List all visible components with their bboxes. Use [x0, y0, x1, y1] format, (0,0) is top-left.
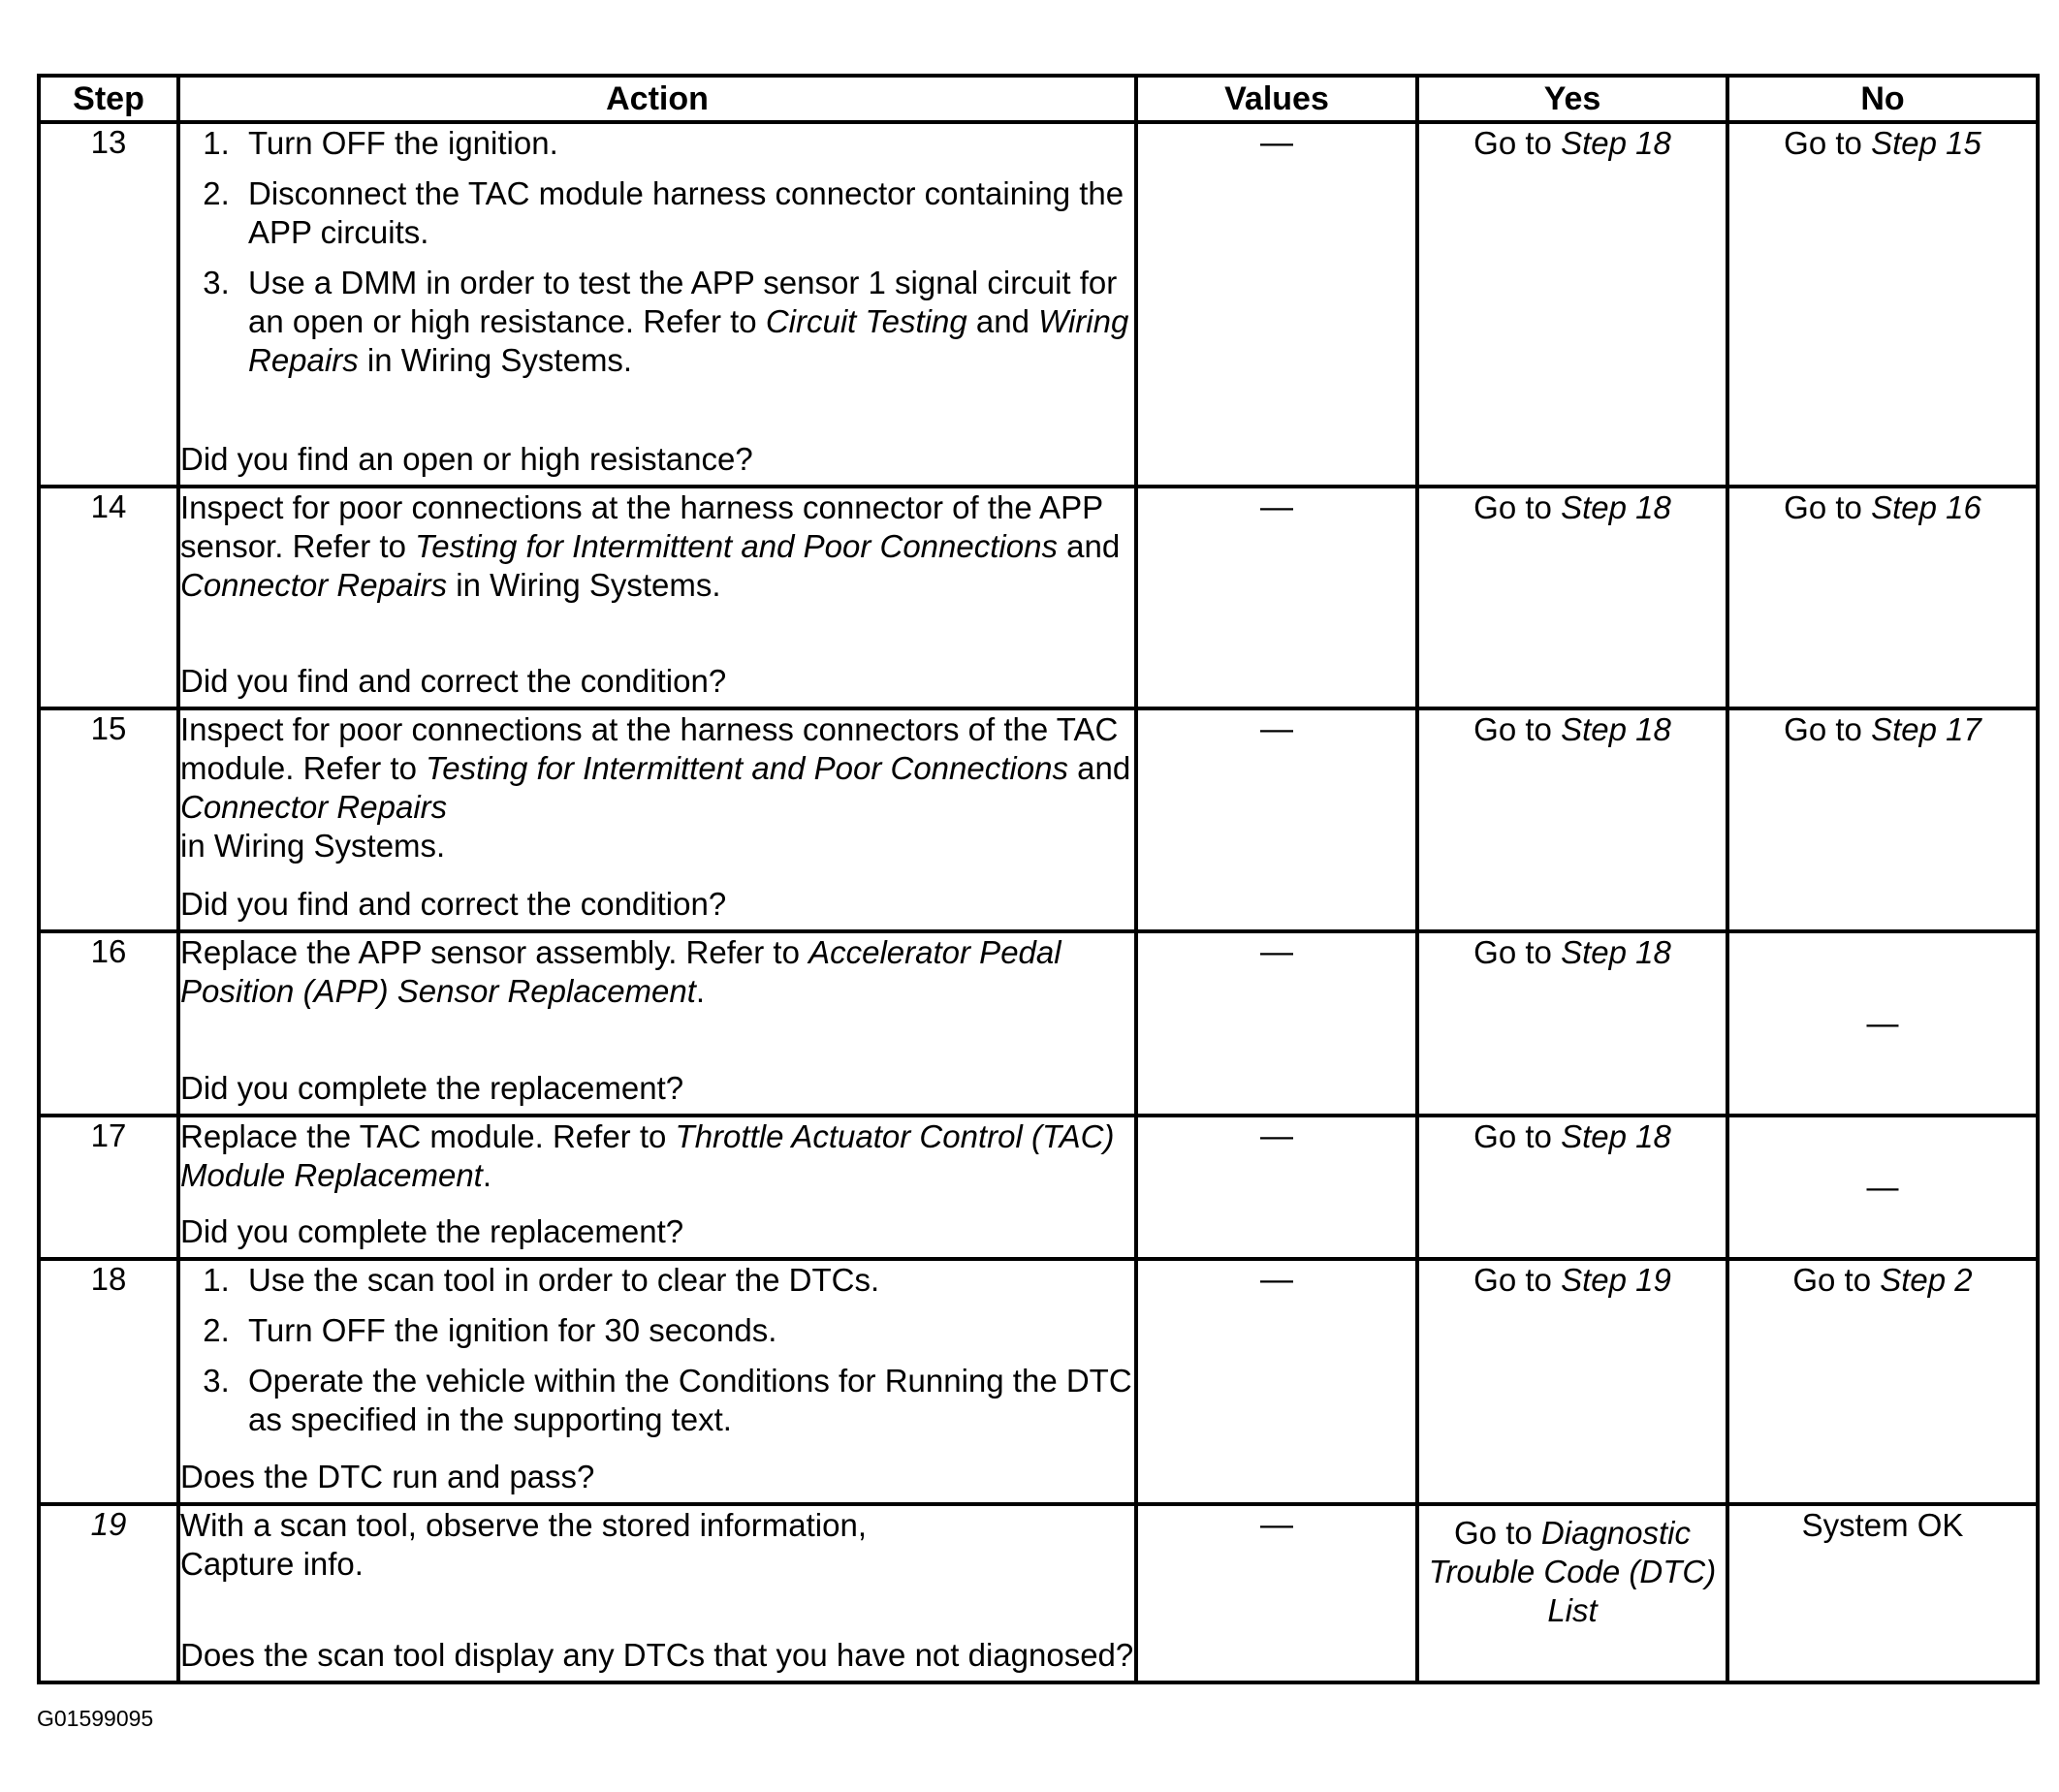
action-text: Replace the APP sensor assembly. Refer to Accelerator Pedal Position (APP) Sensor Replacement.	[180, 934, 1061, 1009]
list-item: 3. Operate the vehicle within the Conditions for Running the DTC as specified in the supporting text.	[238, 1362, 1134, 1439]
no-cell: —	[1727, 1116, 2038, 1259]
action-cell	[178, 708, 1136, 931]
table-row-step-14	[39, 487, 2038, 708]
action-text: With a scan tool, observe the stored information, Capture info.	[180, 1507, 868, 1582]
yes-cell: Go to Step 18	[1417, 122, 1727, 487]
action-list	[180, 124, 1134, 392]
step-number: 14	[39, 487, 178, 708]
table-row-step-18	[39, 1259, 2038, 1504]
yes-cell: Go to Diagnostic Trouble Code (DTC) List	[1417, 1504, 1727, 1682]
diagnostic-table	[37, 74, 2040, 1684]
step-number: 15	[39, 708, 178, 931]
no-cell: Go to Step 2	[1727, 1259, 2038, 1504]
values-cell: —	[1136, 1116, 1417, 1259]
header-values: Values	[1136, 76, 1417, 122]
no-cell: —	[1727, 931, 2038, 1116]
question: Did you complete the replacement?	[180, 1070, 684, 1106]
step-number: 18	[39, 1259, 178, 1504]
action-cell	[178, 1259, 1136, 1504]
no-cell: Go to Step 16	[1727, 487, 2038, 708]
action-text: Replace the TAC module. Refer to Throttle Actuator Control (TAC) Module Replacement.	[180, 1118, 1115, 1193]
values-cell: —	[1136, 1504, 1417, 1682]
values-cell: —	[1136, 487, 1417, 708]
yes-cell: Go to Step 18	[1417, 931, 1727, 1116]
step-number: 13	[39, 122, 178, 487]
question: Did you find and correct the condition?	[180, 663, 727, 699]
step-number: 19	[39, 1504, 178, 1682]
no-cell: System OK	[1727, 1504, 2038, 1682]
action-text: Inspect for poor connections at the harness connector of the APP sensor. Refer to Testing for Intermittent and Poor Connections and Connector Repairs in Wiring Systems.	[180, 489, 1121, 603]
no-cell: Go to Step 17	[1727, 708, 2038, 931]
list-item: 3. Use a DMM in order to test the APP sensor 1 signal circuit for an open or high resistance. Refer to Circuit Testing and Wiring Repairs in Wiring Systems.	[238, 264, 1134, 380]
table-row-step-13	[39, 122, 2038, 487]
header-action: Action	[178, 76, 1136, 122]
values-cell: —	[1136, 931, 1417, 1116]
table-row-step-19	[39, 1504, 2038, 1682]
header-row	[39, 76, 2038, 122]
action-list	[180, 1261, 1134, 1451]
no-cell: Go to Step 15	[1727, 122, 2038, 487]
step-number: 17	[39, 1116, 178, 1259]
table-row-step-17	[39, 1116, 2038, 1259]
list-item: 2. Disconnect the TAC module harness connector containing the APP circuits.	[238, 174, 1134, 252]
action-text: Inspect for poor connections at the harness connectors of the TAC module. Refer to Testing for Intermittent and Poor Connections and Connector Repairs in Wiring Systems.	[180, 711, 1131, 864]
step-number: 16	[39, 931, 178, 1116]
yes-cell: Go to Step 18	[1417, 487, 1727, 708]
values-cell: —	[1136, 1259, 1417, 1504]
values-cell: —	[1136, 122, 1417, 487]
action-cell	[178, 931, 1136, 1116]
figure-id: G01599095	[37, 1706, 154, 1731]
header-step: Step	[39, 76, 178, 122]
action-cell	[178, 1116, 1136, 1259]
question: Does the DTC run and pass?	[180, 1459, 595, 1494]
action-cell	[178, 1504, 1136, 1682]
yes-cell: Go to Step 18	[1417, 1116, 1727, 1259]
action-cell	[178, 487, 1136, 708]
question: Did you find and correct the condition?	[180, 886, 727, 922]
yes-cell: Go to Step 18	[1417, 708, 1727, 931]
list-item: 2. Turn OFF the ignition for 30 seconds.	[238, 1311, 1134, 1350]
list-item: 1. Use the scan tool in order to clear the DTCs.	[238, 1261, 1134, 1300]
header-yes: Yes	[1417, 76, 1727, 122]
header-no: No	[1727, 76, 2038, 122]
question: Does the scan tool display any DTCs that you have not diagnosed?	[180, 1637, 1134, 1673]
table-row-step-15	[39, 708, 2038, 931]
table-row-step-16	[39, 931, 2038, 1116]
question: Did you complete the replacement?	[180, 1213, 684, 1249]
list-item: 1. Turn OFF the ignition.	[238, 124, 1134, 163]
values-cell: —	[1136, 708, 1417, 931]
action-cell	[178, 122, 1136, 487]
question: Did you find an open or high resistance?	[180, 441, 753, 477]
yes-cell: Go to Step 19	[1417, 1259, 1727, 1504]
